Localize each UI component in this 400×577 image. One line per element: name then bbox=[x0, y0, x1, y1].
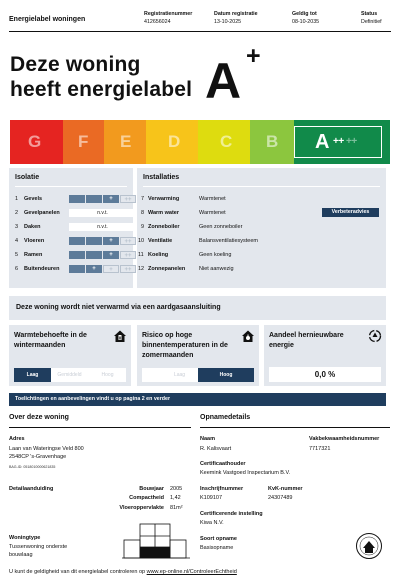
isolatie-panel bbox=[9, 168, 133, 288]
inschrijfnummer-label: Inschrijfnummer bbox=[200, 486, 244, 492]
soort-opname-label: Soort opname bbox=[200, 536, 237, 542]
detailaanduiding-label: Detailaanduiding bbox=[9, 486, 54, 492]
kvk-label: KvK-nummer bbox=[268, 486, 303, 492]
warmte-option-gemiddeld: Gemiddeld bbox=[57, 372, 82, 378]
woningtype-line-1: Tussenwoning onderste bbox=[9, 544, 68, 550]
document-header bbox=[9, 10, 391, 32]
vloeroppervlakte-label: Vloeroppervlakte bbox=[119, 505, 164, 511]
certificerende-instelling-label: Certificerende instelling bbox=[200, 511, 263, 517]
compactheid-label: Compactheid bbox=[129, 495, 164, 501]
house-icon bbox=[113, 329, 127, 343]
installatie-row-verwarming: 7 Verwarming Warmtenet bbox=[141, 196, 226, 202]
warmte-option-laag: Laag bbox=[14, 368, 51, 382]
headline-line-1: Deze woning bbox=[10, 53, 141, 76]
energy-label-plus: + bbox=[246, 42, 261, 70]
footer-text: U kunt de geldigheid van dit energielabel controleren op www.ep-online.nl/ControleerEchtheid bbox=[9, 569, 237, 575]
kvk-value: 24307489 bbox=[268, 495, 293, 501]
verbeteradvies-button[interactable]: Verbeteradvies bbox=[322, 208, 379, 217]
gas-connection-notice: Deze woning wordt niet verwarmd via een aardgasaansluiting bbox=[9, 296, 386, 320]
adres-line-1: Laan van Wateringse Veld 800 bbox=[9, 446, 84, 452]
adres-line-2: 2548CP 's-Gravenhage bbox=[9, 454, 67, 460]
soort-opname-value: Basisopname bbox=[200, 545, 234, 551]
bouwjaar-label: Bouwjaar bbox=[139, 486, 164, 492]
aandeel-box bbox=[264, 325, 386, 386]
epbd-seal-icon bbox=[355, 532, 383, 560]
scale-letter-f: F bbox=[78, 132, 89, 151]
aandeel-title: Aandeel hernieuwbare energie bbox=[269, 332, 344, 349]
headline-line-2: heeft energielabel bbox=[10, 78, 193, 101]
bag-id: BAG-ID: 0518010000621835 bbox=[9, 465, 56, 469]
aandeel-percentage: 0,0 % bbox=[269, 367, 381, 382]
selected-label-marker: A ++ ++ bbox=[294, 126, 382, 158]
isolatie-row-gevelpanelen: 2 Gevelpanelen n.v.t. bbox=[15, 208, 139, 218]
ep-online-link[interactable]: www.ep-online.nl/ControleerEchtheid bbox=[146, 569, 237, 575]
isolatie-row-ramen: 5 Ramen + ++ bbox=[15, 250, 139, 260]
registration-date: Datum registratie 13-10-2025 bbox=[214, 11, 258, 25]
risico-title: Risico op hoge binnentemperaturen in de zomermaanden bbox=[142, 332, 228, 359]
risico-scale bbox=[142, 368, 254, 382]
inschrijfnummer-value: K109107 bbox=[200, 495, 223, 501]
scale-letter-b: B bbox=[266, 132, 279, 151]
scale-letter-e: E bbox=[120, 132, 132, 151]
scale-letter-c: C bbox=[220, 132, 233, 151]
valid-until: Geldig tot 08-10-2035 bbox=[292, 11, 320, 25]
installatie-row-zonnepanelen: 12 Zonnepanelen Niet aanwezig bbox=[138, 266, 234, 272]
risico-option-hoog: Hoog bbox=[198, 368, 254, 382]
certificaathouder-label: Certificaathouder bbox=[200, 461, 246, 467]
installaties-title: Installaties bbox=[143, 174, 180, 181]
installatie-row-koeling: 11 Koeling Geen koeling bbox=[138, 252, 232, 258]
warmte-option-hoog: Hoog bbox=[101, 372, 114, 378]
installaties-panel bbox=[137, 168, 386, 288]
divider bbox=[200, 427, 390, 428]
isolatie-row-buitendeuren: 6 Buitendeuren + + ++ bbox=[15, 264, 139, 274]
vakbekwaamheid-label: Vakbekwaamheidsnummer bbox=[309, 436, 380, 442]
renewable-icon bbox=[368, 329, 382, 343]
headline bbox=[10, 52, 192, 102]
woningtype-line-2: bouwlaag bbox=[9, 552, 33, 558]
divider bbox=[9, 427, 191, 428]
status: Status Definitief bbox=[361, 11, 382, 25]
certificerende-instelling-value: Kiwa N.V. bbox=[200, 520, 224, 526]
house-heat-icon bbox=[241, 329, 255, 343]
warmtebehoefte-scale bbox=[14, 368, 126, 382]
compactheid-value: 1,42 bbox=[170, 495, 181, 501]
warmtebehoefte-title: Warmtebehoefte in de wintermaanden bbox=[14, 332, 87, 349]
installatie-row-ventilatie: 10 Ventilatie Balansventilatiesysteem bbox=[138, 238, 259, 244]
naam-label: Naam bbox=[200, 436, 215, 442]
installatie-row-zonneboiler: 9 Zonneboiler Geen zonneboiler bbox=[141, 224, 243, 230]
adres-label: Adres bbox=[9, 436, 25, 442]
warmtebehoefte-box bbox=[9, 325, 131, 386]
scale-letter-d: D bbox=[168, 132, 181, 151]
document-title: Energielabel woningen bbox=[9, 16, 86, 23]
energy-label-letter: A bbox=[205, 53, 242, 109]
installatie-row-warm-water: 8 Warm water Warmtenet Verbeteradvies bbox=[137, 208, 386, 218]
isolatie-row-daken: 3 Daken n.v.t. bbox=[15, 222, 139, 232]
isolatie-title: Isolatie bbox=[15, 174, 40, 181]
woningtype-label: Woningtype bbox=[9, 535, 41, 541]
over-deze-woning-title: Over deze woning bbox=[9, 414, 69, 421]
info-banner: Toelichtingen en aanbevelingen vindt u op pagina 2 en verder bbox=[9, 393, 386, 406]
certificaathouder-value: Keemink Vastgoed Inspectarium B.V. bbox=[200, 470, 291, 476]
risico-box bbox=[137, 325, 259, 386]
registration-number: Registratienummer 412656024 bbox=[144, 11, 193, 25]
naam-value: R. Kalisvaart bbox=[200, 446, 232, 452]
opnamedetails-title: Opnamedetails bbox=[200, 414, 251, 421]
vakbekwaamheid-value: 7717321 bbox=[309, 446, 331, 452]
scale-letter-g: G bbox=[28, 132, 42, 151]
vloeroppervlakte-value: 81m² bbox=[170, 505, 183, 511]
house-type-illustration bbox=[120, 522, 192, 562]
isolatie-row-vloeren: 4 Vloeren + ++ bbox=[15, 236, 139, 246]
isolatie-row-gevels: 1 Gevels + ++ bbox=[15, 194, 139, 204]
risico-option-laag: Laag bbox=[173, 372, 186, 378]
bouwjaar-value: 2005 bbox=[170, 486, 183, 492]
